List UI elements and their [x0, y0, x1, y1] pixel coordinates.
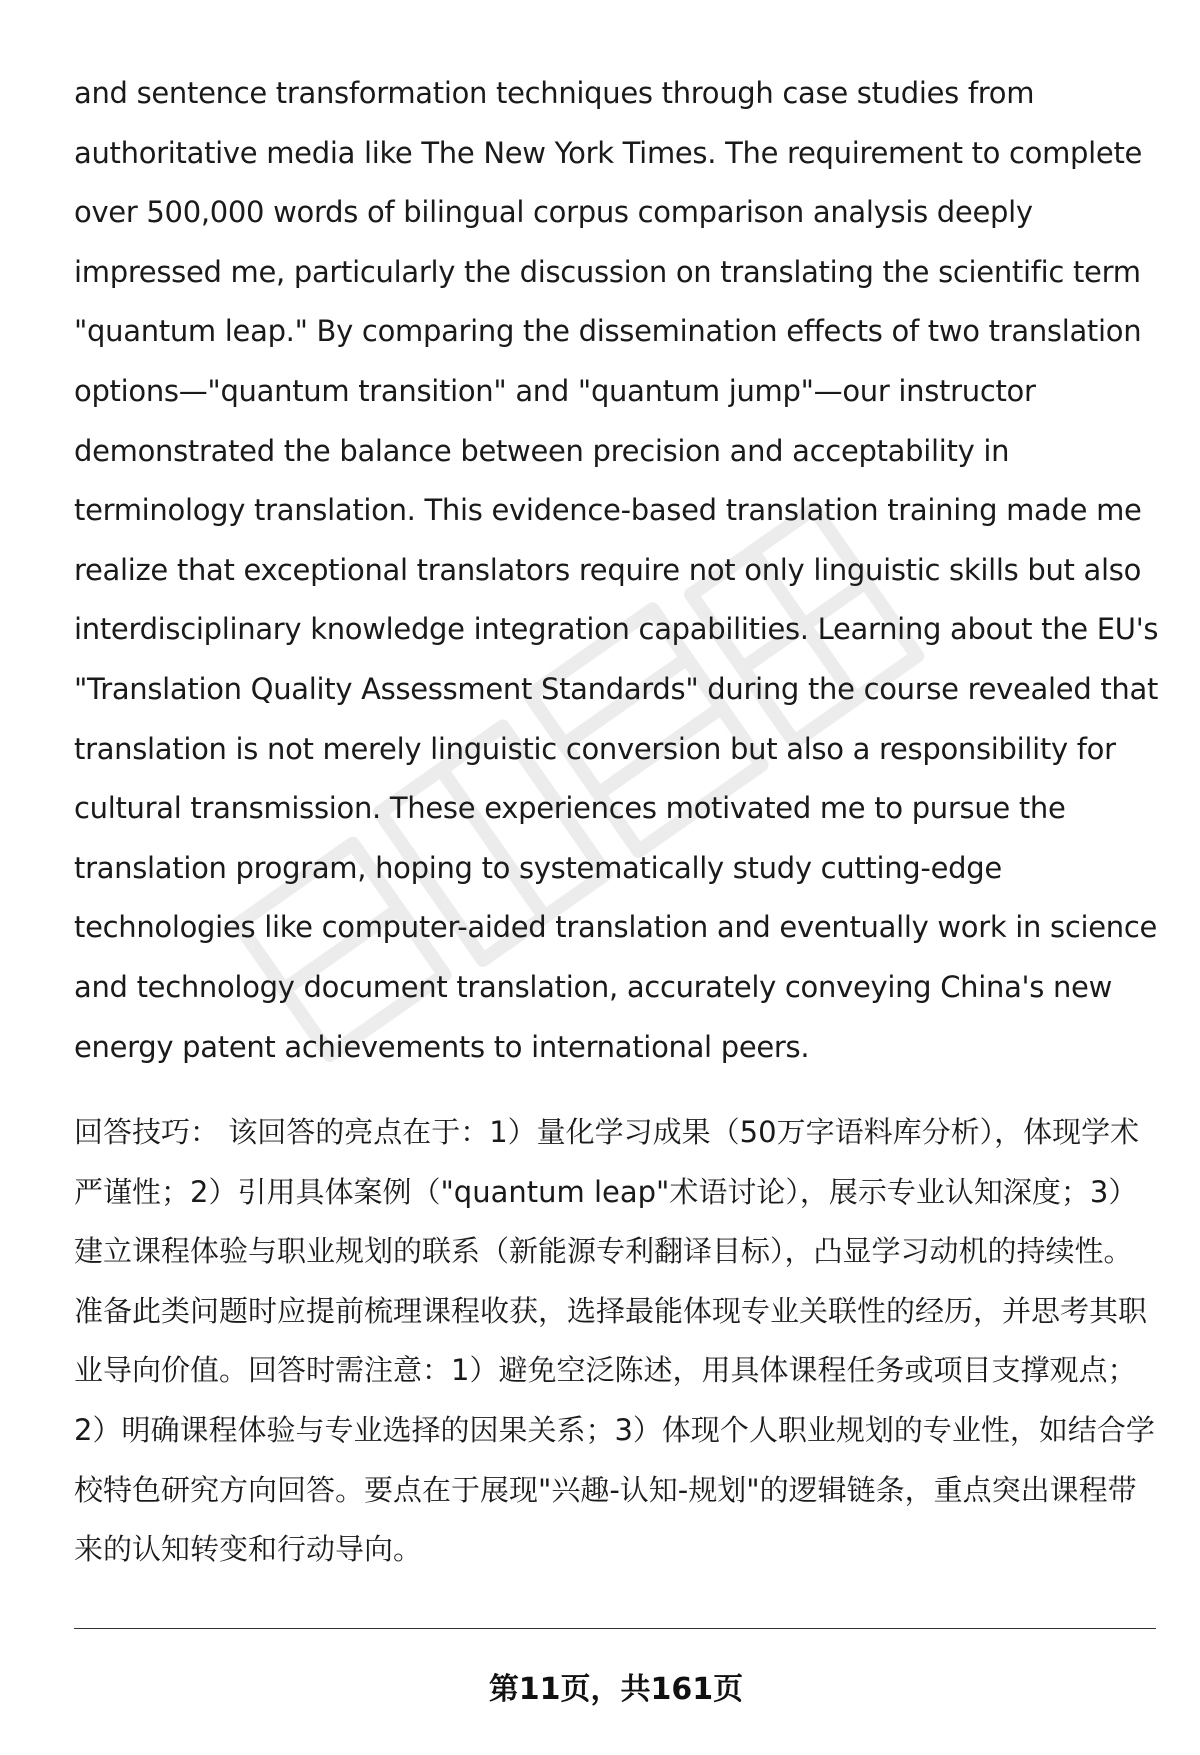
footer-divider	[74, 1628, 1156, 1629]
answer-tips-paragraph: 回答技巧： 该回答的亮点在于：1）量化学习成果（50万字语料库分析），体现学术严谨性；2）引用具体案例（"quantum leap"术语讨论），展示专业认知深度；3）建立课程体验与职业规划的联系（新能源专利翻译目标），凸显学习动机的持续性。准备此类问题时应提前梳理课程收获，选择最能体现专业关联性的经历，并思考其职业导向价值。回答时需注意：1）避免空泛陈述，用具体课程任务或项目支撑观点；2）明确课程体验与专业选择的因果关系；3）体现个人职业规划的专业性，如结合学校特色研究方向回答。要点在于展现"兴趣-认知-规划"的逻辑链条，重点突出课程带来的认知转变和行动导向。	[74, 1115, 1155, 1567]
page-number: 第11页，共161页	[488, 1672, 744, 1707]
answer-paragraph: and sentence transformation techniques through case studies from authoritative media like The New York Times. The requirement to complete over 500,000 words of bilingual corpus comparison analysis deeply impressed me, particularly the discussion on translating the scientific term "quantum leap." By comparing the dissemination effects of two translation options—"quantum transition" and "quantum jump"—our instructor demonstrated the balance between precision and acceptability in terminology translation. This evidence-based translation training made me realize that exceptional translators require not only linguistic skills but also interdisciplinary knowledge integration capabilities. Learning about the EU's "Translation Quality Assessment Standards" during the course revealed that translation is not merely linguistic conversion but also a responsibility for cultural transmission. These experiences motivated me to pursue the translation program, hoping to systematically study cutting-edge technologies like computer-aided translation and eventually work in science and technology document translation, accurately conveying China's new energy patent achievements to international peers.	[74, 76, 1159, 1064]
